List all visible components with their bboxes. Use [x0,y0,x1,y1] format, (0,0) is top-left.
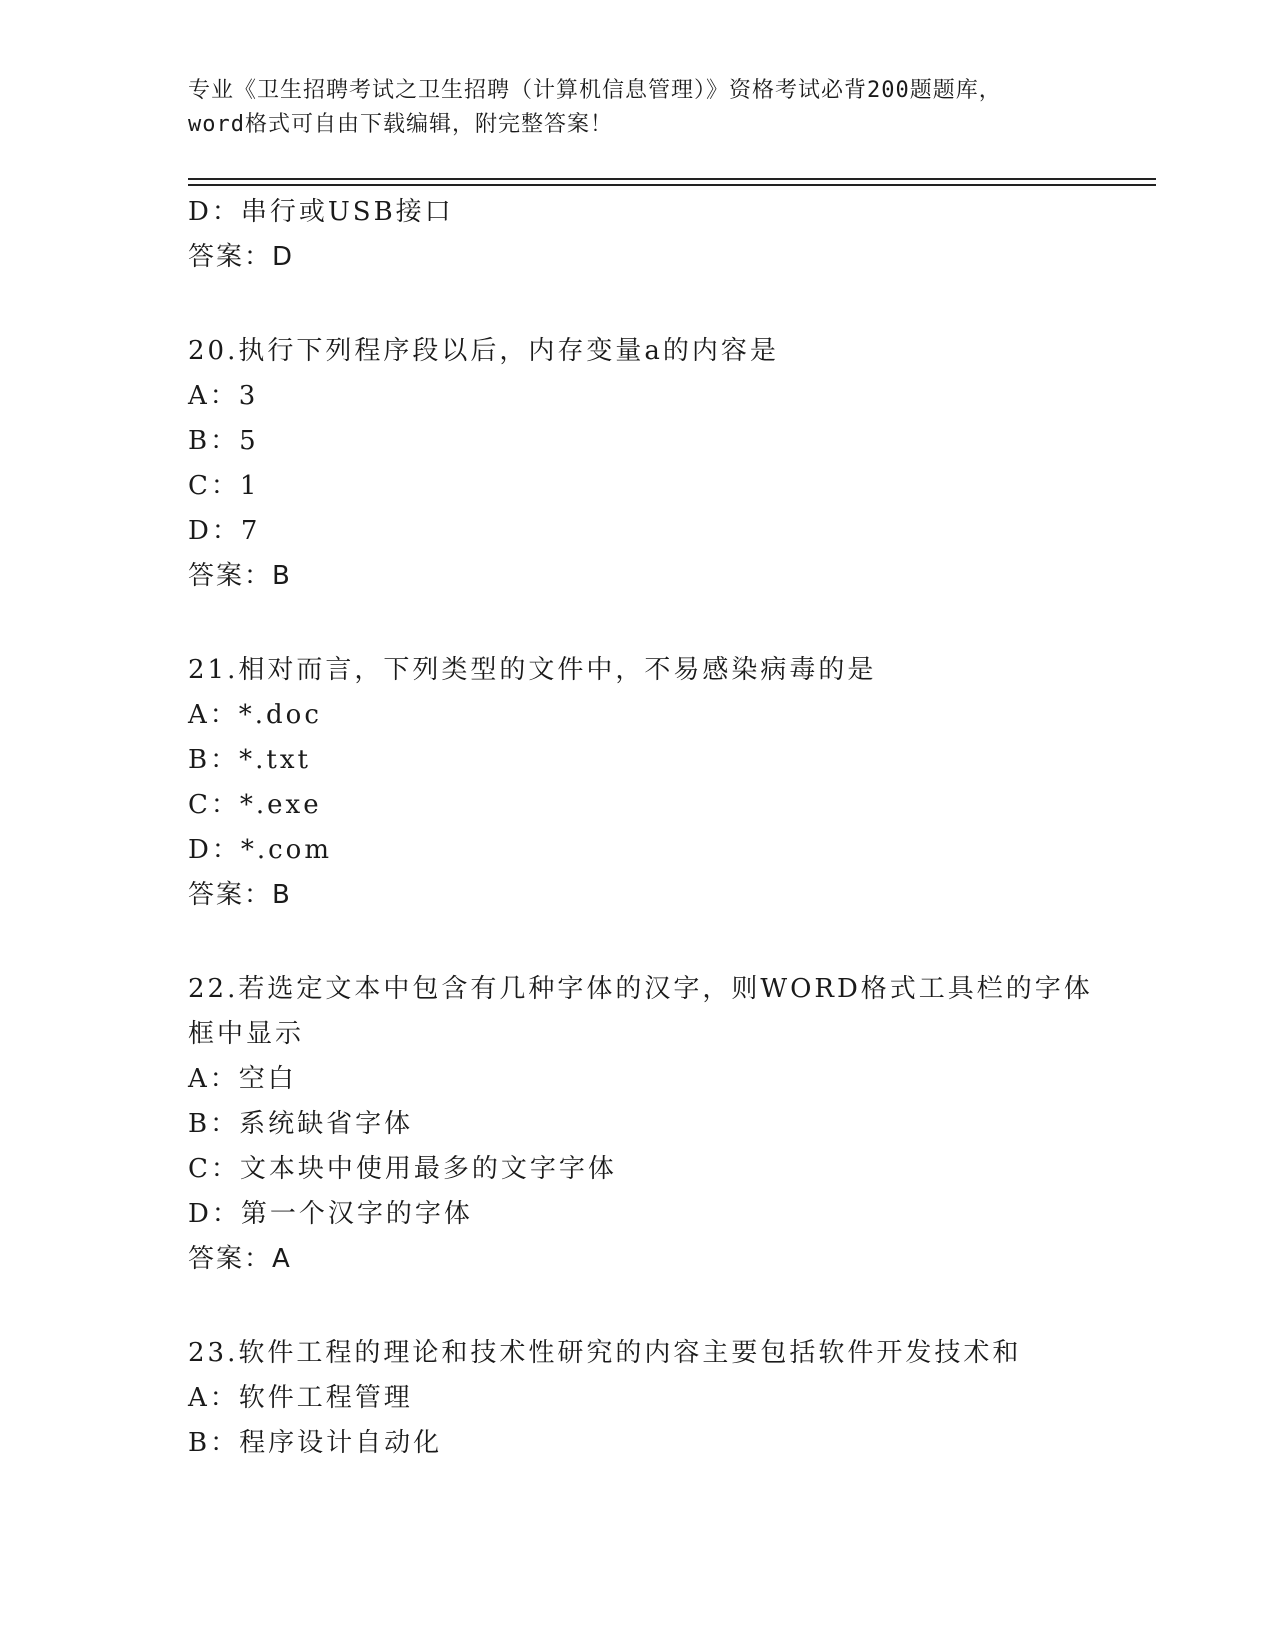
option-b: B：*.txt [188,745,311,775]
spacer [188,280,1088,329]
question-20 [188,329,1088,599]
header-line-2: word格式可自由下载编辑，附完整答案！ [188,112,613,137]
question-22 [188,967,1093,1282]
question-title: 23.软件工程的理论和技术性研究的内容主要包括软件开发技术和 [188,1338,1022,1368]
answer-line [188,1237,1088,1282]
option-c: C：文本块中使用最多的文字字体 [188,1154,617,1184]
question-23 [188,1331,1088,1466]
spacer [188,599,1088,648]
question-title: 21.相对而言，下列类型的文件中，不易感染病毒的是 [188,655,877,685]
answer-value: A [272,1244,292,1274]
spacer [188,1282,1088,1331]
answer-line [188,554,1088,599]
question-title-line-2: 框中显示 [188,1019,305,1049]
option-a: A：3 [188,381,259,411]
answer-value: B [272,880,292,910]
option-d: D：第一个汉字的字体 [188,1199,473,1229]
option-b: B：程序设计自动化 [188,1428,443,1458]
header-divider-top [188,178,1156,180]
question-title-line-1: 22.若选定文本中包含有几种字体的汉字，则WORD格式工具栏的字体 [188,974,1093,1004]
answer-prefix: 答案： [188,880,273,910]
answer-line [188,873,1088,918]
question-21 [188,648,1088,918]
option-d: D：7 [188,516,261,546]
answer-prefix: 答案： [188,242,273,272]
option-a: A：空白 [188,1064,297,1094]
document-header [188,74,1088,142]
header-line-1: 专业《卫生招聘考试之卫生招聘（计算机信息管理）》资格考试必背200题题库， [188,78,1002,103]
answer-value: B [272,561,292,591]
option-a: A：软件工程管理 [188,1383,413,1413]
option-c: C：*.exe [188,790,322,820]
answer-prefix: 答案： [188,561,273,591]
header-divider-bottom [188,184,1156,186]
document-body [188,190,1093,1466]
option-b: B：系统缺省字体 [188,1109,414,1139]
option-a: A：*.doc [188,700,322,730]
answer-prefix: 答案： [188,1244,273,1274]
option-d: D：串行或USB接口 [188,197,454,227]
answer-value: D [272,242,295,272]
answer-line [188,235,1088,280]
question-19-tail [188,190,1088,280]
question-title: 20.执行下列程序段以后，内存变量a的内容是 [188,336,779,366]
option-c: C：1 [188,471,260,501]
option-b: B：5 [188,426,259,456]
spacer [188,918,1088,967]
option-d: D：*.com [188,835,332,865]
